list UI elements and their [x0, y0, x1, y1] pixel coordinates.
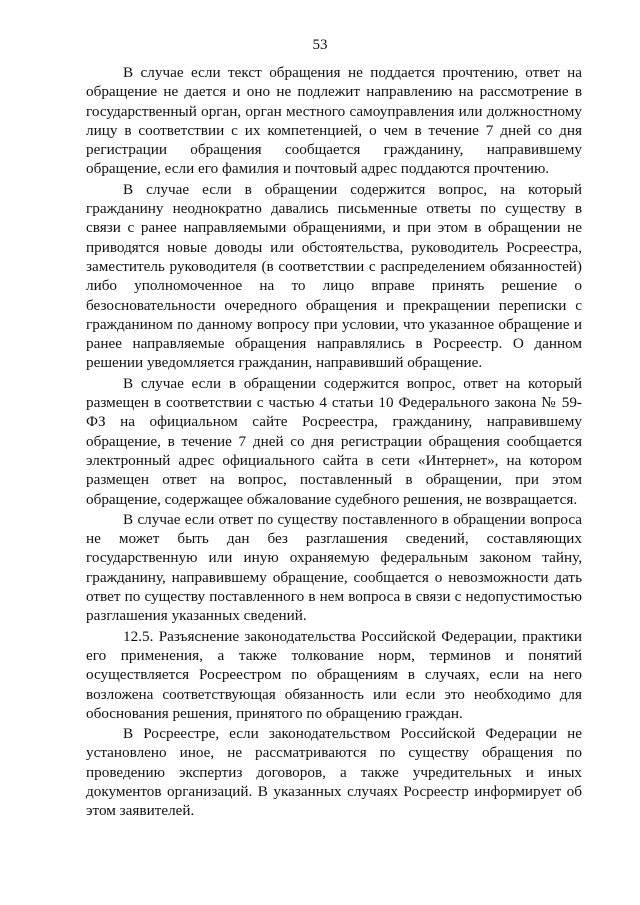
document-body	[86, 63, 582, 821]
paragraph-repeated-question: В случае если в обращении содержится вопрос, на который гражданину неоднократно давались письменные ответы по существу в связи с ранее направляемыми обращениями, и при этом в обращении не приводятся новые доводы или обстоятельства, руководитель Росреестра, заместитель руководителя (в соответствии с распределением обязанностей) либо уполномоченное на то лицо вправе принять решение о безосновательности очередного обращения и прекращении переписки с гражданином по данному вопросу при условии, что указанное обращение и ранее направляемые обращения направлялись в Росреестр. О данном решении уведомляется гражданин, направивший обращение.	[86, 180, 582, 372]
paragraph-unreadable-text: В случае если текст обращения не поддается прочтению, ответ на обращение не дается и оно не подлежит направлению на рассмотрение в государственный орган, орган местного самоуправления или должностному лицу в соответствии с их компетенцией, о чем в течение 7 дней со дня регистрации обращения сообщается гражданину, направившему обращение, если его фамилия и почтовый адрес поддаются прочтению.	[86, 64, 582, 178]
paragraph-secret-information: В случае если ответ по существу поставленного в обращении вопроса не может быть дан без разглашения сведений, составляющих государственную или иную охраняемую федеральным законом тайну, гражданину, направившему обращение, сообщается о невозможности дать ответ по существу поставленного в нем вопроса в связи с недопустимостью разглашения указанных сведений.	[86, 510, 582, 625]
page-number: 53	[312, 37, 328, 53]
paragraph-no-expertise: В Росреестре, если законодательством Российской Федерации не установлено иное, не рассматриваются по существу обращения по проведению экспертиз договоров, а также учредительных и иных документов организаций. В указанных случаях Росреестр информирует об этом заявителей.	[86, 725, 582, 820]
paragraph-answer-on-website: В случае если в обращении содержится вопрос, ответ на который размещен в соответствии с частью 4 статьи 10 Федерального закона № 59-ФЗ на официальном сайте Росреестра, гражданину, направившему обращение, в течение 7 дней со дня регистрации обращения сообщается электронный адрес официального сайта в сети «Интернет», на котором размещен ответ на вопрос, поставленный в обращении, при этом обращение, содержащее обжалование судебного решения, не возвращается.	[86, 374, 582, 508]
paragraph-section-12-5: 12.5. Разъяснение законодательства Российской Федерации, практики его применения, а также толкование норм, терминов и понятий осуществляется Росреестром по обращениям в случаях, если на него возложена соответствующая обязанность или если это необходимо для обоснования решения, принятого по обращению граждан.	[86, 627, 582, 722]
